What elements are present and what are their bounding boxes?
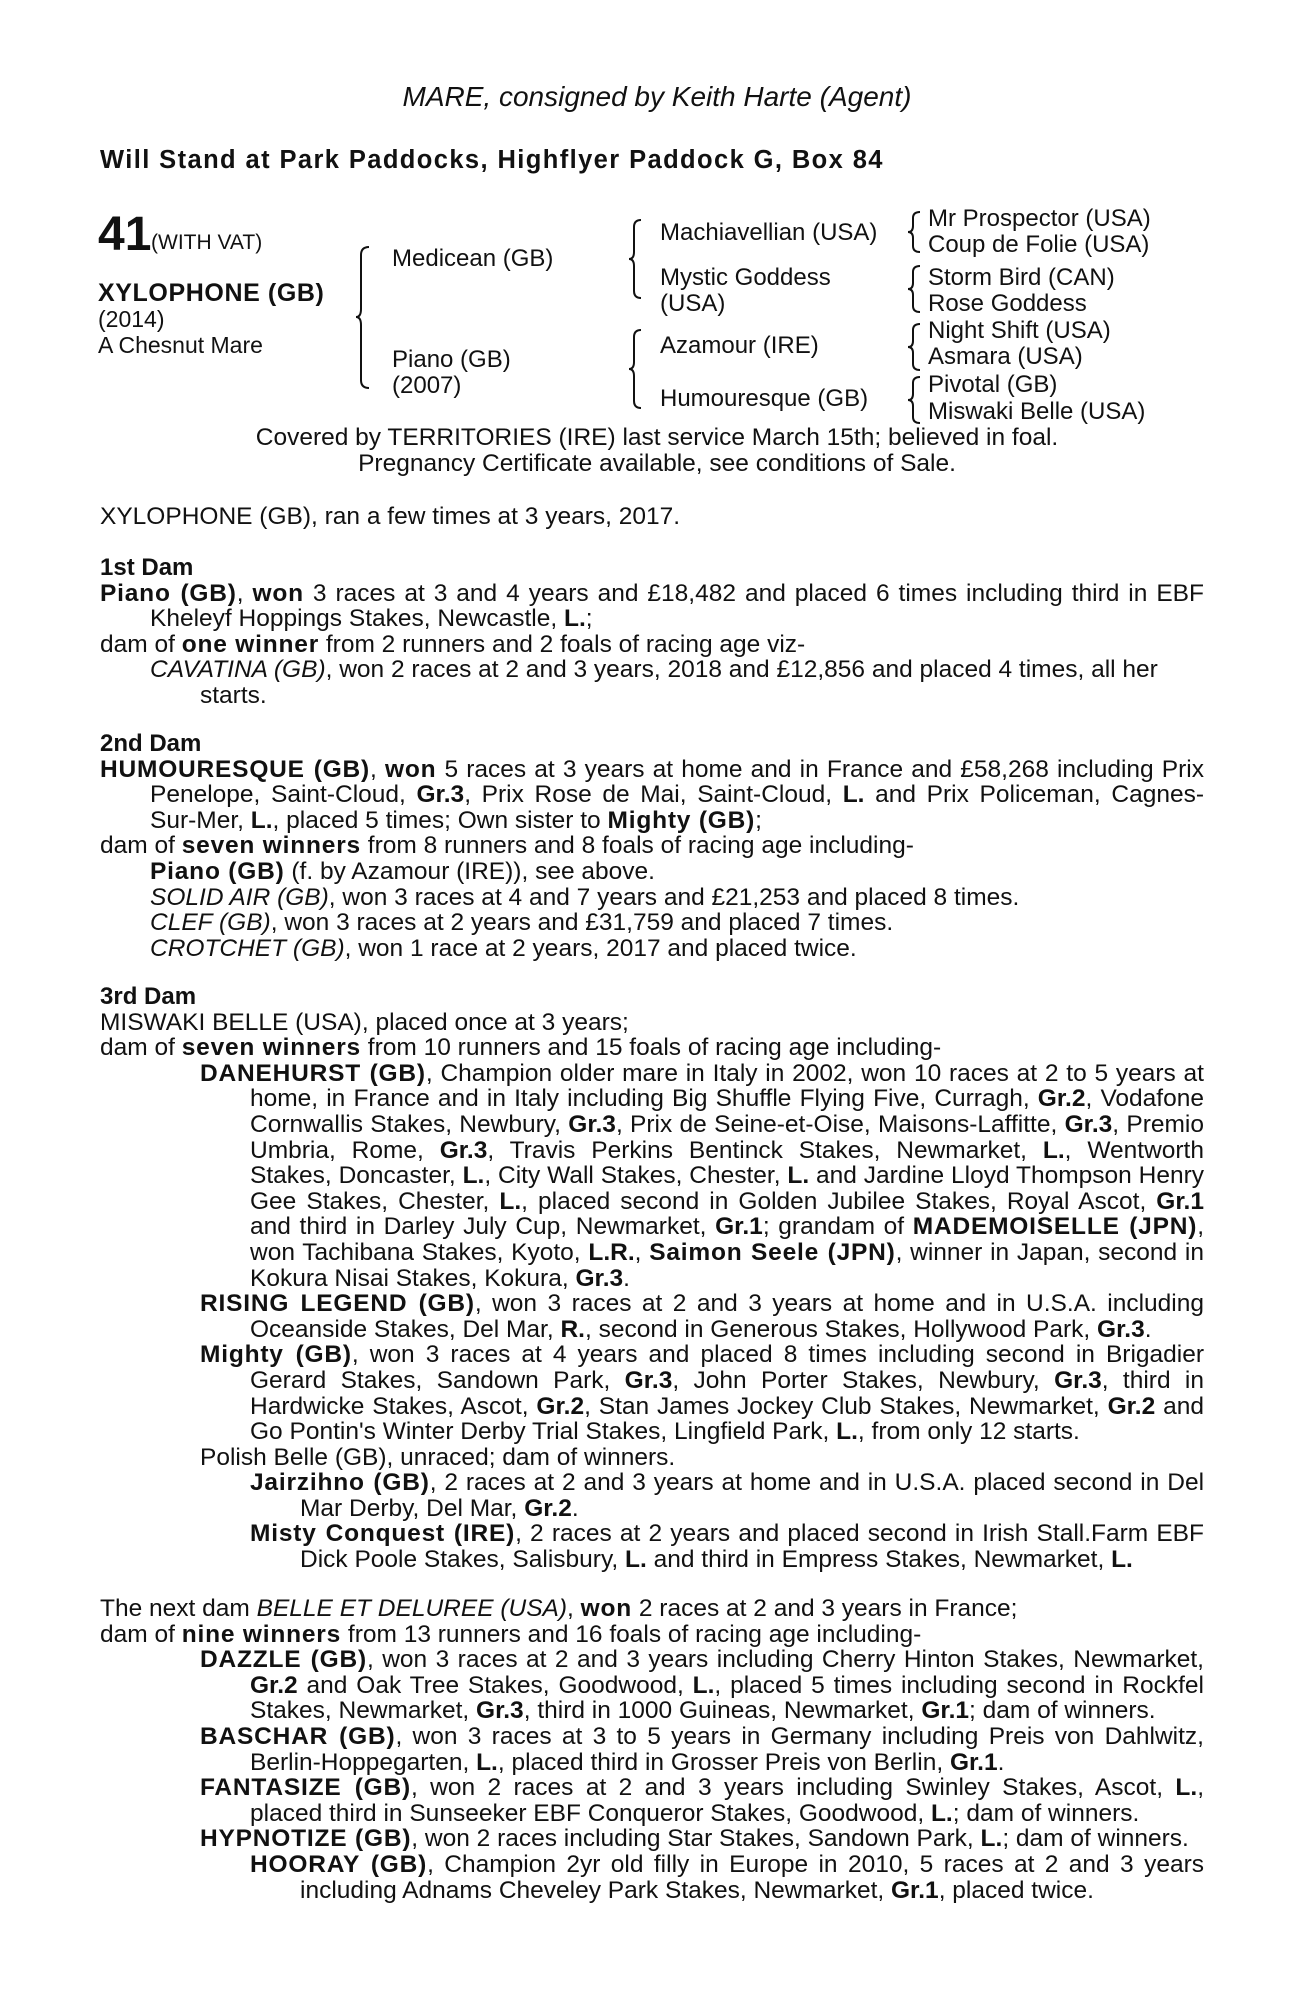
- produce-piano: Piano (GB) (f. by Azamour (IRE)), see above.: [150, 857, 655, 885]
- horse-year: (2014): [98, 306, 165, 332]
- next-dam-section: [100, 1596, 1204, 1903]
- produce-hypnotize: HYPNOTIZE (GB), won 2 races including Star Stakes, Sandown Park, L.; dam of winners.: [200, 1825, 1189, 1853]
- produce-cavatina: CAVATINA (GB), won 2 races at 2 and 3 years, 2018 and £12,856 and placed 4 times, all her starts.: [150, 656, 1158, 709]
- pedigree-sire-sire: Machiavellian (USA): [660, 219, 878, 246]
- pedigree-brace-g3-2: [907, 264, 923, 314]
- third-dam-heading: 3rd Dam: [100, 983, 197, 1010]
- pedigree-dam-sire: Azamour (IRE): [660, 332, 819, 359]
- pedigree-dam-dam: Humouresque (GB): [660, 385, 869, 412]
- race-summary: XYLOPHONE (GB), ran a few times at 3 years, 2017.: [100, 503, 681, 530]
- lot-number: 41: [98, 208, 152, 261]
- produce-clef: CLEF (GB), won 3 races at 2 years and £31,759 and placed 7 times.: [150, 909, 894, 937]
- first-dam-record: Piano (GB), won 3 races at 3 and 4 years and £18,482 and placed 6 times including third in EBF Kheleyf Hoppings Stakes, Newcastle, L.;: [100, 579, 1204, 633]
- next-dam-produce: dam of nine winners from 13 runners and 16 foals of racing age including-: [100, 1620, 922, 1648]
- pedigree-dam-year: (2007): [392, 372, 462, 399]
- first-dam-section: [100, 555, 1204, 709]
- pedigree-ssd: Coup de Folie (USA): [928, 231, 1150, 258]
- grandproduce-hooray: HOORAY (GB), Champion 2yr old filly in Europe in 2010, 5 races at 2 and 3 years including Adnams Cheveley Park Stakes, Newmarket, Gr.1, placed twice.: [250, 1850, 1204, 1904]
- covered-note: Covered by TERRITORIES (IRE) last service March 15th; believed in foal.: [255, 424, 1059, 451]
- produce-mighty: Mighty (GB), won 3 races at 4 years and placed 8 times including second in Brigadier Gerard Stakes, Sandown Park, Gr.3, John Porter Stakes, Newbury, Gr.3, third in Hardwicke Stakes, Ascot, Gr.2, Stan James Jockey Club Stakes, Newmarket, Gr.2 and Go Pontin's Winter Derby Trial Stakes, Lingfield Park, L., from only 12 starts.: [200, 1341, 1204, 1446]
- next-dam-record: The next dam BELLE ET DELUREE (USA), won 2 races at 2 and 3 years in France;: [100, 1595, 1018, 1622]
- dam-name: Piano (GB): [100, 579, 237, 607]
- second-dam-section: [100, 731, 1204, 961]
- pedigree-sdd: Rose Goddess: [928, 290, 1087, 317]
- pedigree-dds: Pivotal (GB): [928, 371, 1058, 398]
- produce-polish-belle: Polish Belle (GB), unraced; dam of winners.: [200, 1443, 676, 1471]
- third-dam-record: MISWAKI BELLE (USA), placed once at 3 years;: [100, 1008, 629, 1036]
- pedigree-sss: Mr Prospector (USA): [928, 205, 1151, 232]
- pedigree-dam: Piano (GB): [392, 346, 511, 373]
- pedigree-brace-sire: [628, 218, 644, 300]
- page-title: MARE, consigned by Keith Harte (Agent): [402, 81, 912, 112]
- pregnancy-note: Pregnancy Certificate available, see conditions of Sale.: [358, 450, 956, 477]
- third-dam-produce: dam of seven winners from 10 runners and 15 foals of racing age including-: [100, 1034, 942, 1062]
- pedigree-ddd: Miswaki Belle (USA): [928, 398, 1146, 425]
- produce-solid-air: SOLID AIR (GB), won 3 races at 4 and 7 years and £21,253 and placed 8 times.: [150, 883, 1020, 911]
- stand-location: Will Stand at Park Paddocks, Highflyer Paddock G, Box 84: [100, 146, 884, 174]
- pedigree-sire: Medicean (GB): [392, 245, 554, 272]
- first-dam-heading: 1st Dam: [100, 554, 194, 581]
- second-dam-heading: 2nd Dam: [100, 730, 202, 757]
- produce-dazzle: DAZZLE (GB), won 3 races at 2 and 3 years including Cherry Hinton Stakes, Newmarket, Gr.2 and Oak Tree Stakes, Goodwood, L., placed 5 times including second in Rockfel Stakes, Newmarket, Gr.3, third in 1000 Guineas, Newmarket, Gr.1; dam of winners.: [200, 1646, 1204, 1725]
- produce-fantasize: FANTASIZE (GB), won 2 races at 2 and 3 years including Swinley Stakes, Ascot, L., placed third in Sunseeker EBF Conqueror Stakes, Goodwood, L.; dam of winners.: [200, 1774, 1204, 1827]
- grandproduce-jairzihno: Jairzihno (GB), 2 races at 2 and 3 years at home and in U.S.A. placed second in Del Mar Derby, Del Mar, Gr.2.: [250, 1469, 1205, 1522]
- pedigree-brace-dam: [628, 328, 644, 410]
- vat-note: (WITH VAT): [151, 231, 263, 254]
- horse-name: XYLOPHONE (GB): [98, 279, 325, 307]
- horse-description: A Chesnut Mare: [98, 332, 263, 358]
- pedigree-brace-main: [355, 245, 373, 390]
- pedigree-sire-dam: Mystic Goddess: [660, 264, 831, 291]
- grandproduce-misty-conquest: Misty Conquest (IRE), 2 races at 2 years and placed second in Irish Stall.Farm EBF Dick Poole Stakes, Salisbury, L. and third in Empress Stakes, Newmarket, L.: [250, 1520, 1204, 1574]
- pedigree-brace-g3-4: [907, 375, 923, 425]
- pedigree-brace-g3-3: [907, 322, 923, 372]
- produce-danehurst: DANEHURST (GB), Champion older mare in Italy in 2002, won 10 races at 2 to 5 years at home, in France and in Italy including Big Shuffle Flying Five, Curragh, Gr.2, Vodafone Cornwallis Stakes, Newbury, Gr.3, Prix de Seine-et-Oise, Maisons-Laffitte, Gr.3, Premio Umbria, Rome, Gr.3, Travis Perkins Bentinck Stakes, Newmarket, L., Wentworth Stakes, Doncaster, L., City Wall Stakes, Chester, L. and Jardine Lloyd Thompson Henry Gee Stakes, Chester, L., placed second in Golden Jubilee Stakes, Royal Ascot, Gr.1 and third in Darley July Cup, Newmarket, Gr.1; grandam of MADEMOISELLE (JPN), won Tachibana Stakes, Kyoto, L.R., Saimon Seele (JPN), winner in Japan, second in Kokura Nisai Stakes, Kokura, Gr.3.: [200, 1059, 1205, 1292]
- third-dam-section: [100, 984, 1204, 1573]
- first-dam-produce: dam of one winner from 2 runners and 2 foals of racing age viz-: [100, 630, 806, 658]
- second-dam-produce: dam of seven winners from 8 runners and 8 foals of racing age including-: [100, 832, 914, 860]
- second-dam-record: HUMOURESQUE (GB), won 5 races at 3 years at home and in France and £58,268 including Prix Penelope, Saint-Cloud, Gr.3, Prix Rose de Mai, Saint-Cloud, L. and Prix Policeman, Cagnes-Sur-Mer, L., placed 5 times; Own sister to Mighty (GB);: [100, 755, 1204, 834]
- pedigree-sds: Storm Bird (CAN): [928, 264, 1115, 291]
- produce-rising-legend: RISING LEGEND (GB), won 3 races at 2 and 3 years at home and in U.S.A. including Oceanside Stakes, Del Mar, R., second in Generous Stakes, Hollywood Park, Gr.3.: [200, 1290, 1204, 1343]
- pedigree-brace-g3-1: [907, 210, 923, 254]
- pedigree-sire-dam-country: (USA): [660, 290, 726, 317]
- pedigree-dsd: Asmara (USA): [928, 343, 1083, 370]
- produce-baschar: BASCHAR (GB), won 3 races at 3 to 5 years in Germany including Preis von Dahlwitz, Berlin-Hoppegarten, L., placed third in Grosser Preis von Berlin, Gr.1.: [200, 1722, 1204, 1776]
- produce-crotchet: CROTCHET (GB), won 1 race at 2 years, 2017 and placed twice.: [150, 934, 857, 962]
- pedigree-dss: Night Shift (USA): [928, 317, 1111, 344]
